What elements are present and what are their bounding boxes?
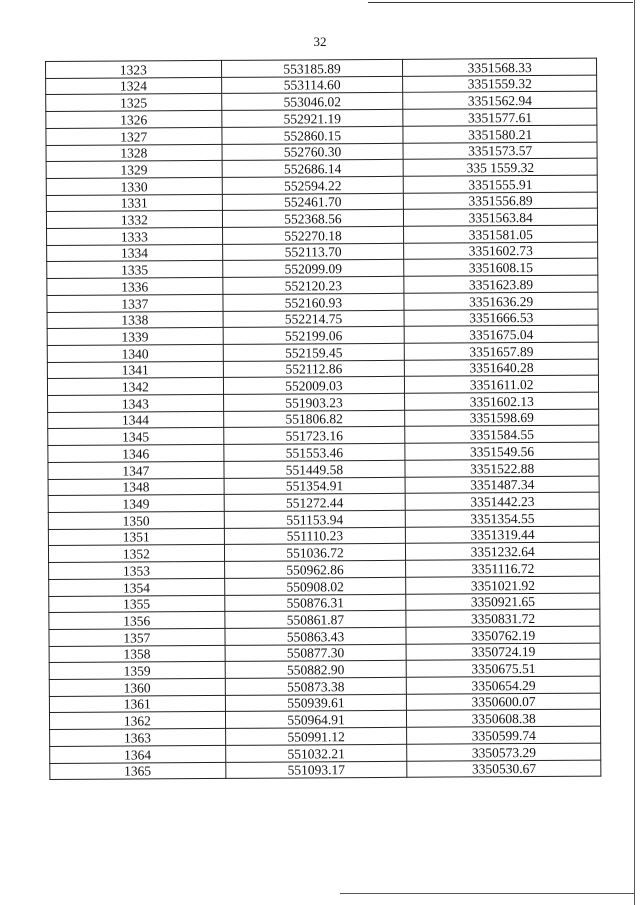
x-coordinate-cell: 552113.70 (222, 243, 404, 261)
y-coordinate-cell: 3351602.13 (405, 392, 599, 410)
y-coordinate-cell: 3350573.29 (407, 743, 601, 761)
point-number-cell: 1342 (47, 378, 223, 396)
y-coordinate-cell: 3351581.05 (404, 225, 598, 243)
point-number-cell: 1361 (49, 695, 225, 713)
x-coordinate-cell: 550876.31 (224, 594, 406, 612)
point-number-cell: 1356 (49, 612, 225, 630)
y-coordinate-cell: 3350599.74 (407, 726, 601, 744)
y-coordinate-cell: 3351623.89 (404, 275, 598, 293)
y-coordinate-cell: 3350600.07 (407, 693, 601, 711)
y-coordinate-cell: 3351568.33 (403, 58, 597, 76)
y-coordinate-cell: 3351580.21 (403, 125, 597, 143)
point-number-cell: 1334 (47, 244, 223, 262)
y-coordinate-cell: 3351640.28 (405, 359, 599, 377)
x-coordinate-cell: 551723.16 (223, 427, 405, 445)
x-coordinate-cell: 550882.90 (225, 661, 407, 679)
x-coordinate-cell: 553185.89 (221, 59, 403, 77)
x-coordinate-cell: 552921.19 (221, 109, 403, 127)
point-number-cell: 1345 (48, 428, 224, 446)
y-coordinate-cell: 3350608.38 (407, 710, 601, 728)
y-coordinate-cell: 3351573.57 (403, 142, 597, 160)
point-number-cell: 1341 (47, 361, 223, 379)
y-coordinate-cell: 3351556.89 (404, 192, 598, 210)
point-number-cell: 1357 (49, 628, 225, 646)
y-coordinate-cell: 3350675.51 (406, 659, 600, 677)
y-coordinate-cell: 3351608.15 (404, 259, 598, 277)
y-coordinate-cell: 3351562.94 (403, 92, 597, 110)
point-number-cell: 1348 (48, 478, 224, 496)
x-coordinate-cell: 552594.22 (222, 176, 404, 194)
point-number-cell: 1354 (49, 578, 225, 596)
y-coordinate-cell: 3350921.65 (406, 593, 600, 611)
x-coordinate-cell: 551354.91 (224, 477, 406, 495)
point-number-cell: 1359 (49, 662, 225, 680)
y-coordinate-cell: 3351563.84 (404, 208, 598, 226)
point-number-cell: 1358 (49, 645, 225, 663)
y-coordinate-cell: 3351232.64 (406, 543, 600, 561)
x-coordinate-cell: 551272.44 (224, 494, 406, 512)
y-coordinate-cell: 3351555.91 (404, 175, 598, 193)
y-coordinate-cell: 3351487.34 (405, 476, 599, 494)
x-coordinate-cell: 550939.61 (225, 694, 407, 712)
x-coordinate-cell: 553114.60 (221, 76, 403, 94)
x-coordinate-cell: 552461.70 (222, 193, 404, 211)
point-number-cell: 1352 (48, 545, 224, 563)
point-number-cell: 1335 (47, 261, 223, 279)
x-coordinate-cell: 550873.38 (225, 677, 407, 695)
x-coordinate-cell: 550861.87 (224, 611, 406, 629)
x-coordinate-cell: 551553.46 (223, 443, 405, 461)
y-coordinate-cell: 3350724.19 (406, 643, 600, 661)
x-coordinate-cell: 552160.93 (223, 293, 405, 311)
x-coordinate-cell: 553046.02 (221, 93, 403, 111)
x-coordinate-cell: 551449.58 (224, 460, 406, 478)
point-number-cell: 1337 (47, 294, 223, 312)
x-coordinate-cell: 552270.18 (222, 226, 404, 244)
y-coordinate-cell: 3351549.56 (405, 442, 599, 460)
point-number-cell: 1338 (47, 311, 223, 329)
x-coordinate-cell: 552860.15 (222, 126, 404, 144)
point-number-cell: 1323 (46, 60, 222, 78)
y-coordinate-cell: 3351021.92 (406, 576, 600, 594)
y-coordinate-cell: 3351611.02 (405, 375, 599, 393)
point-number-cell: 1336 (47, 278, 223, 296)
y-coordinate-cell: 3350762.19 (406, 626, 600, 644)
point-number-cell: 1340 (47, 344, 223, 362)
scan-edge-bottom (340, 893, 634, 894)
y-coordinate-cell: 3351559.32 (403, 75, 597, 93)
x-coordinate-cell: 551032.21 (225, 744, 407, 762)
point-number-cell: 1325 (46, 94, 222, 112)
point-number-cell: 1346 (48, 445, 224, 463)
y-coordinate-cell: 3351636.29 (404, 292, 598, 310)
x-coordinate-cell: 551806.82 (223, 410, 405, 428)
y-coordinate-cell: 3351577.61 (403, 108, 597, 126)
point-number-cell: 1365 (50, 762, 226, 780)
x-coordinate-cell: 552760.30 (222, 143, 404, 161)
coordinates-table-body (46, 58, 601, 780)
y-coordinate-cell: 3351116.72 (406, 559, 600, 577)
point-number-cell: 1347 (48, 461, 224, 479)
y-coordinate-cell: 3351657.89 (405, 342, 599, 360)
x-coordinate-cell: 550863.43 (225, 627, 407, 645)
scan-edge-right (634, 0, 635, 905)
point-number-cell: 1327 (46, 127, 222, 145)
y-coordinate-cell: 3351522.88 (405, 459, 599, 477)
x-coordinate-cell: 552009.03 (223, 377, 405, 395)
point-number-cell: 1329 (46, 161, 222, 179)
y-coordinate-cell: 3351675.04 (404, 325, 598, 343)
point-number-cell: 1330 (46, 177, 222, 195)
x-coordinate-cell: 552368.56 (222, 210, 404, 228)
page-number: 32 (313, 34, 327, 49)
point-number-cell: 1333 (47, 227, 223, 245)
point-number-cell: 1353 (49, 562, 225, 580)
y-coordinate-cell: 3351354.55 (406, 509, 600, 527)
x-coordinate-cell: 552112.86 (223, 360, 405, 378)
x-coordinate-cell: 552214.75 (223, 310, 405, 328)
point-number-cell: 1332 (46, 211, 222, 229)
point-number-cell: 1364 (50, 745, 226, 763)
y-coordinate-cell: 335 1559.32 (403, 158, 597, 176)
x-coordinate-cell: 552099.09 (222, 260, 404, 278)
x-coordinate-cell: 552686.14 (222, 160, 404, 178)
point-number-cell: 1355 (49, 595, 225, 613)
table-row (50, 760, 601, 780)
point-number-cell: 1362 (49, 712, 225, 730)
point-number-cell: 1331 (46, 194, 222, 212)
point-number-cell: 1343 (48, 394, 224, 412)
scan-edge-top (368, 2, 633, 3)
point-number-cell: 1363 (50, 729, 226, 747)
x-coordinate-cell: 550962.86 (224, 560, 406, 578)
point-number-cell: 1351 (48, 528, 224, 546)
y-coordinate-cell: 3351319.44 (406, 526, 600, 544)
point-number-cell: 1339 (47, 328, 223, 346)
y-coordinate-cell: 3351602.73 (404, 242, 598, 260)
y-coordinate-cell: 3350831.72 (406, 609, 600, 627)
point-number-cell: 1344 (48, 411, 224, 429)
point-number-cell: 1350 (48, 511, 224, 529)
y-coordinate-cell: 3351598.69 (405, 409, 599, 427)
x-coordinate-cell: 551036.72 (224, 544, 406, 562)
x-coordinate-cell: 550877.30 (225, 644, 407, 662)
y-coordinate-cell: 3350654.29 (407, 676, 601, 694)
point-number-cell: 1328 (46, 144, 222, 162)
x-coordinate-cell: 551093.17 (225, 761, 407, 779)
x-coordinate-cell: 552120.23 (222, 276, 404, 294)
y-coordinate-cell: 3350530.67 (407, 760, 601, 778)
point-number-cell: 1349 (48, 495, 224, 513)
x-coordinate-cell: 551153.94 (224, 510, 406, 528)
x-coordinate-cell: 551903.23 (223, 393, 405, 411)
x-coordinate-cell: 552159.45 (223, 343, 405, 361)
coordinates-table (45, 58, 601, 781)
x-coordinate-cell: 550991.12 (225, 727, 407, 745)
x-coordinate-cell: 550964.91 (225, 711, 407, 729)
y-coordinate-cell: 3351584.55 (405, 426, 599, 444)
point-number-cell: 1324 (46, 77, 222, 95)
y-coordinate-cell: 3351666.53 (404, 309, 598, 327)
point-number-cell: 1360 (49, 678, 225, 696)
x-coordinate-cell: 552199.06 (223, 327, 405, 345)
point-number-cell: 1326 (46, 111, 222, 129)
x-coordinate-cell: 550908.02 (224, 577, 406, 595)
x-coordinate-cell: 551110.23 (224, 527, 406, 545)
y-coordinate-cell: 3351442.23 (405, 492, 599, 510)
